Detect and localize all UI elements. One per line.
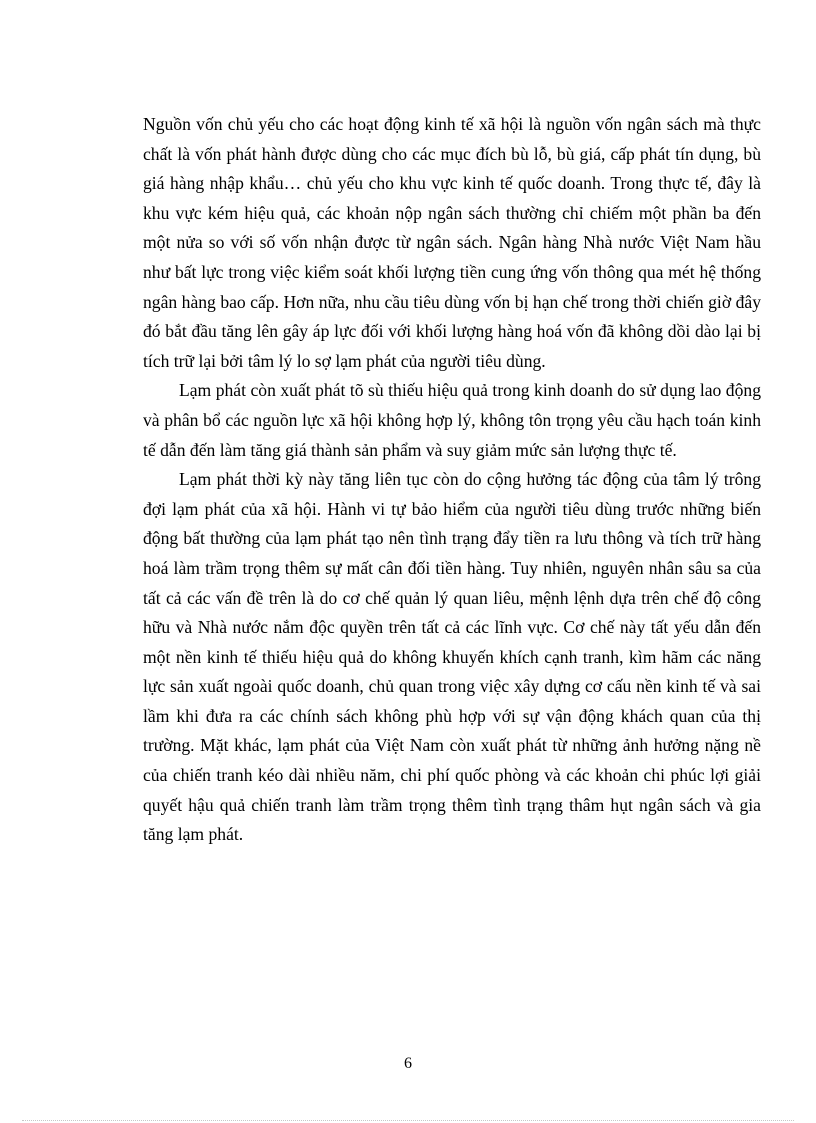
paragraph-3: Lạm phát thời kỳ này tăng liên tục còn do cộng hưởng tác động của tâm lý trông đợi lạm phát của xã hội. Hành vi tự bảo hiểm của người tiêu dùng trước những biến động bất thường của lạm phát tạo nên tình trạng đẩy tiền ra lưu thông và tích trữ hàng hoá làm trầm trọng thêm sự mất cân đối tiền hàng. Tuy nhiên, nguyên nhân sâu sa của tất cả các vấn đề trên là do cơ chế quản lý quan liêu, mệnh lệnh dựa trên chế độ công hữu và Nhà nước nắm độc quyền trên tất cả các lĩnh vực. Cơ chế này tất yếu dẫn đến một nền kinh tế thiếu hiệu quả do không khuyến khích cạnh tranh, kìm hãm các năng lực sản xuất ngoài quốc doanh, chủ quan trong việc xây dựng cơ cấu nền kinh tế và sai lầm khi đưa ra các chính sách không phù hợp với sự vận động khách quan của thị trường. Mặt khác, lạm phát của Việt Nam còn xuất phát từ những ảnh hưởng nặng nề của chiến tranh kéo dài nhiều năm, chi phí quốc phòng và các khoản chi phúc lợi giải quyết hậu quả chiến tranh làm trầm trọng thêm tình trạng thâm hụt ngân sách và gia tăng lạm phát. [143,469,761,845]
page-bottom-border [22,1120,794,1121]
page-number: 6 [404,1055,412,1072]
paragraph-1: Nguồn vốn chủ yếu cho các hoạt động kinh tế xã hội là nguồn vốn ngân sách mà thực chất là vốn phát hành được dùng cho các mục đích bù lỗ, bù giá, cấp phát tín dụng, bù giá hàng nhập khẩu… chủ yếu cho khu vực kinh tế quốc doanh. Trong thực tế, đây là khu vực kém hiệu quả, các khoản nộp ngân sách thường chỉ chiếm một phần ba đến một nửa so với số vốn nhận được từ ngân sách. Ngân hàng Nhà nước Việt Nam hầu như bất lực trong việc kiểm soát khối lượng tiền cung ứng vốn thông qua mét hệ thống ngân hàng bao cấp. Hơn nữa, nhu cầu tiêu dùng vốn bị hạn chế trong thời chiến giờ đây đó bắt đầu tăng lên gây áp lực đối với khối lượng hàng hoá vốn đã không dồi dào lại bị tích trữ lại bởi tâm lý lo sợ lạm phát của người tiêu dùng. [143,114,761,371]
body-text [143,110,761,850]
paragraph-2: Lạm phát còn xuất phát tõ sù thiếu hiệu quả trong kinh doanh do sử dụng lao động và phân bổ các nguồn lực xã hội không hợp lý, không tôn trọng yêu cầu hạch toán kinh tế dẫn đến làm tăng giá thành sản phẩm và suy giảm mức sản lượng thực tế. [143,380,761,460]
